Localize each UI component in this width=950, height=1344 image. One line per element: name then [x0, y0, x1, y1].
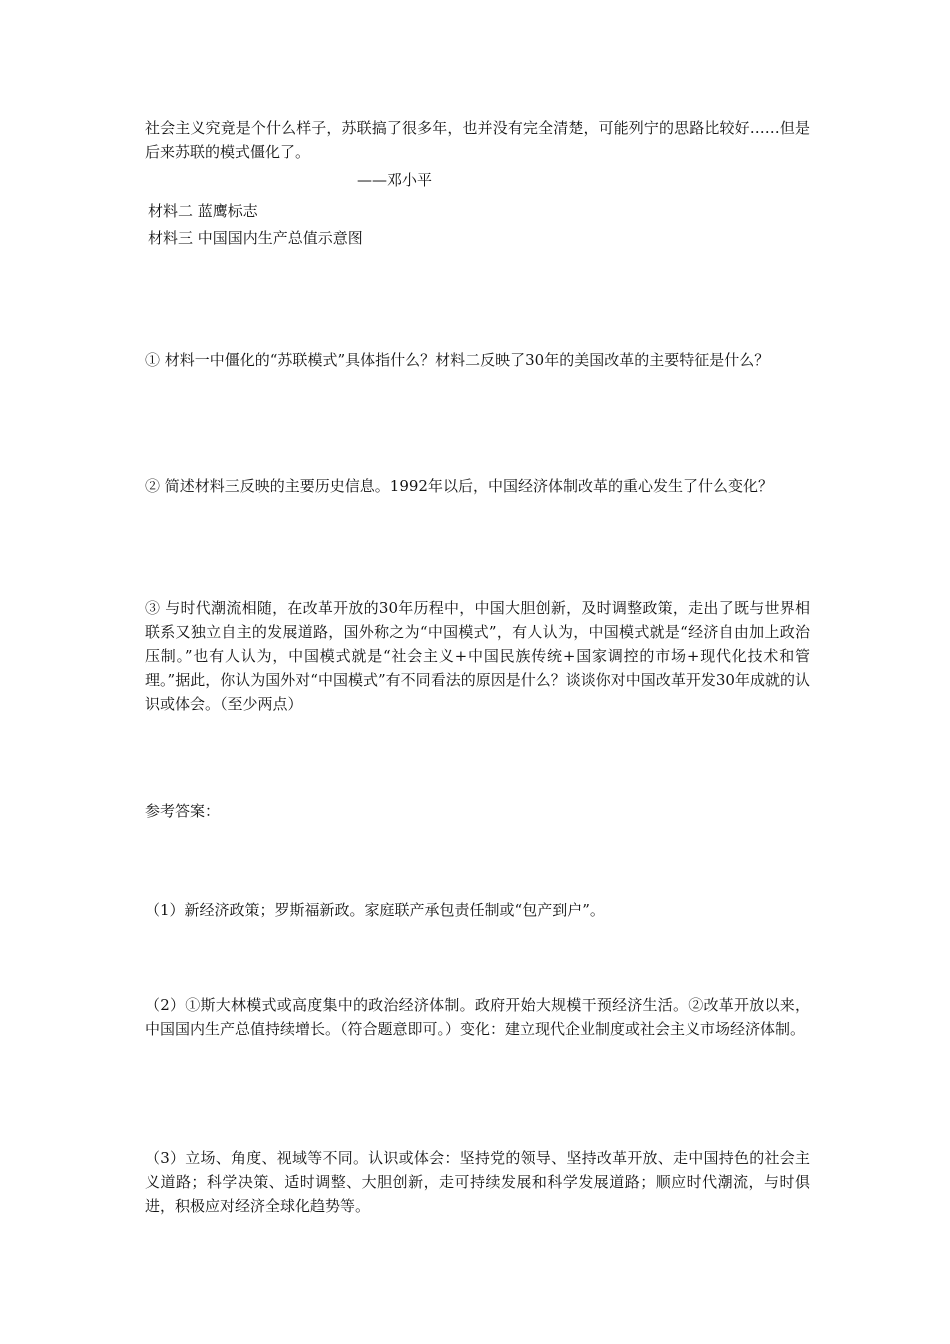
material3-label: 材料三 中国国内生产总值示意图: [148, 229, 363, 247]
answer-1: （1）新经济政策；罗斯福新政。家庭联产承包责任制或“包产到户”。: [145, 901, 605, 919]
material2-label: 材料二 蓝鹰标志: [148, 202, 258, 220]
question-2: ② 简述材料三反映的主要历史信息。1992年以后，中国经济体制改革的重心发生了什么变化？: [145, 477, 773, 495]
question-1: ① 材料一中僵化的“苏联模式”具体指什么？材料二反映了30年的美国改革的主要特征是什么？: [145, 351, 770, 369]
material1-text: 社会主义究竟是个什么样子，苏联搞了很多年，也并没有完全清楚，可能列宁的思路比较好……但是后来苏联的模式僵化了。: [145, 119, 810, 161]
material1-attribution: ——邓小平: [357, 171, 433, 189]
question-3: ③ 与时代潮流相随，在改革开放的30年历程中，中国大胆创新，及时调整政策，走出了既与世界相联系又独立自主的发展道路，国外称之为“中国模式”，有人认为，中国模式就是“经济自由加上政治压制。”也有人认为，中国模式就是“社会主义+中国民族传统+国家调控的市场+现代化技术和管理。”据此，你认为国外对“中国模式”有不同看法的原因是什么？谈谈你对中国改革开发30年成就的认识或体会。（至少两点）: [145, 599, 810, 713]
answer-3: （3）立场、角度、视域等不同。认识或体会：坚持党的领导、坚持改革开放、走中国持色的社会主义道路；科学决策、适时调整、大胆创新，走可持续发展和科学发展道路；顺应时代潮流，与时俱进，积极应对经济全球化趋势等。: [145, 1149, 810, 1215]
answer-heading: 参考答案：: [145, 802, 221, 820]
answer-2: （2）①斯大林模式或高度集中的政治经济体制。政府开始大规模干预经济生活。②改革开放以来，中国国内生产总值持续增长。（符合题意即可。）变化：建立现代企业制度或社会主义市场经济体制。: [145, 996, 810, 1038]
